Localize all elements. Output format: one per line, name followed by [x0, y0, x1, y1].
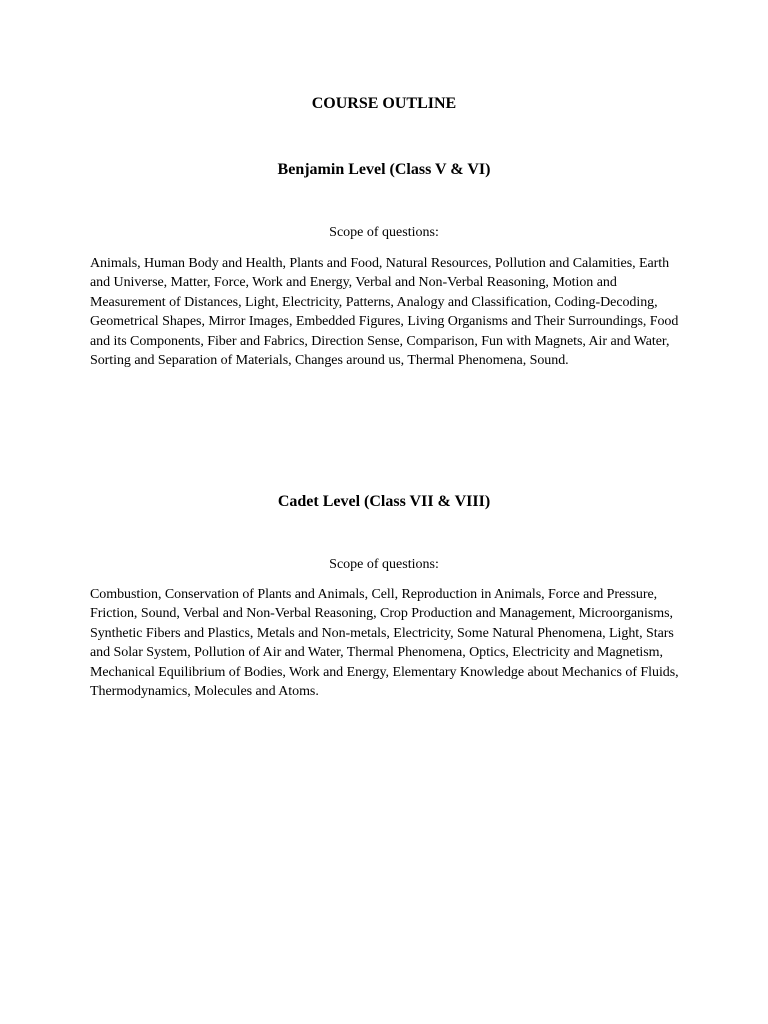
scope-topics: Animals, Human Body and Health, Plants and Food, Natural Resources, Pollution and Calamities, Earth and Universe, Matter, Force, Work and Energy, Verbal and Non-Verbal Reasoning, Motion and Measurement of Distances, Light, Electricity, Patterns, Analogy and Classification, Coding-Decoding, Geometrical Shapes, Mirror Images, Embedded Figures, Living Organisms and Their Surroundings, Food and its Components, Fiber and Fabrics, Direction Sense, Comparison, Fun with Magnets, Air and Water, Sorting and Separation of Materials, Changes around us, Thermal Phenomena, Sound. [90, 256, 679, 369]
scope-label: Scope of questions: [329, 557, 439, 572]
scope-topics: Combustion, Conservation of Plants and Animals, Cell, Reproduction in Animals, Force and Pressure, Friction, Sound, Verbal and Non-Verbal Reasoning, Crop Production and Management, Microorganisms, Synthetic Fibers and Plastics, Metals and Non-metals, Electricity, Some Natural Phenomena, Light, Stars and Solar System, Pollution of Air and Water, Thermal Phenomena, Optics, Electricity and Magnetism, Mechanical Equilibrium of Bodies, Work and Energy, Elementary Knowledge about Mechanics of Fluids, Thermodynamics, Molecules and Atoms. [90, 587, 679, 700]
section-heading: Cadet Level (Class VII & VIII) [277, 493, 491, 510]
page-title: COURSE OUTLINE [311, 95, 457, 112]
scope-label: Scope of questions: [329, 225, 439, 240]
section-heading: Benjamin Level (Class V & VI) [277, 161, 491, 178]
